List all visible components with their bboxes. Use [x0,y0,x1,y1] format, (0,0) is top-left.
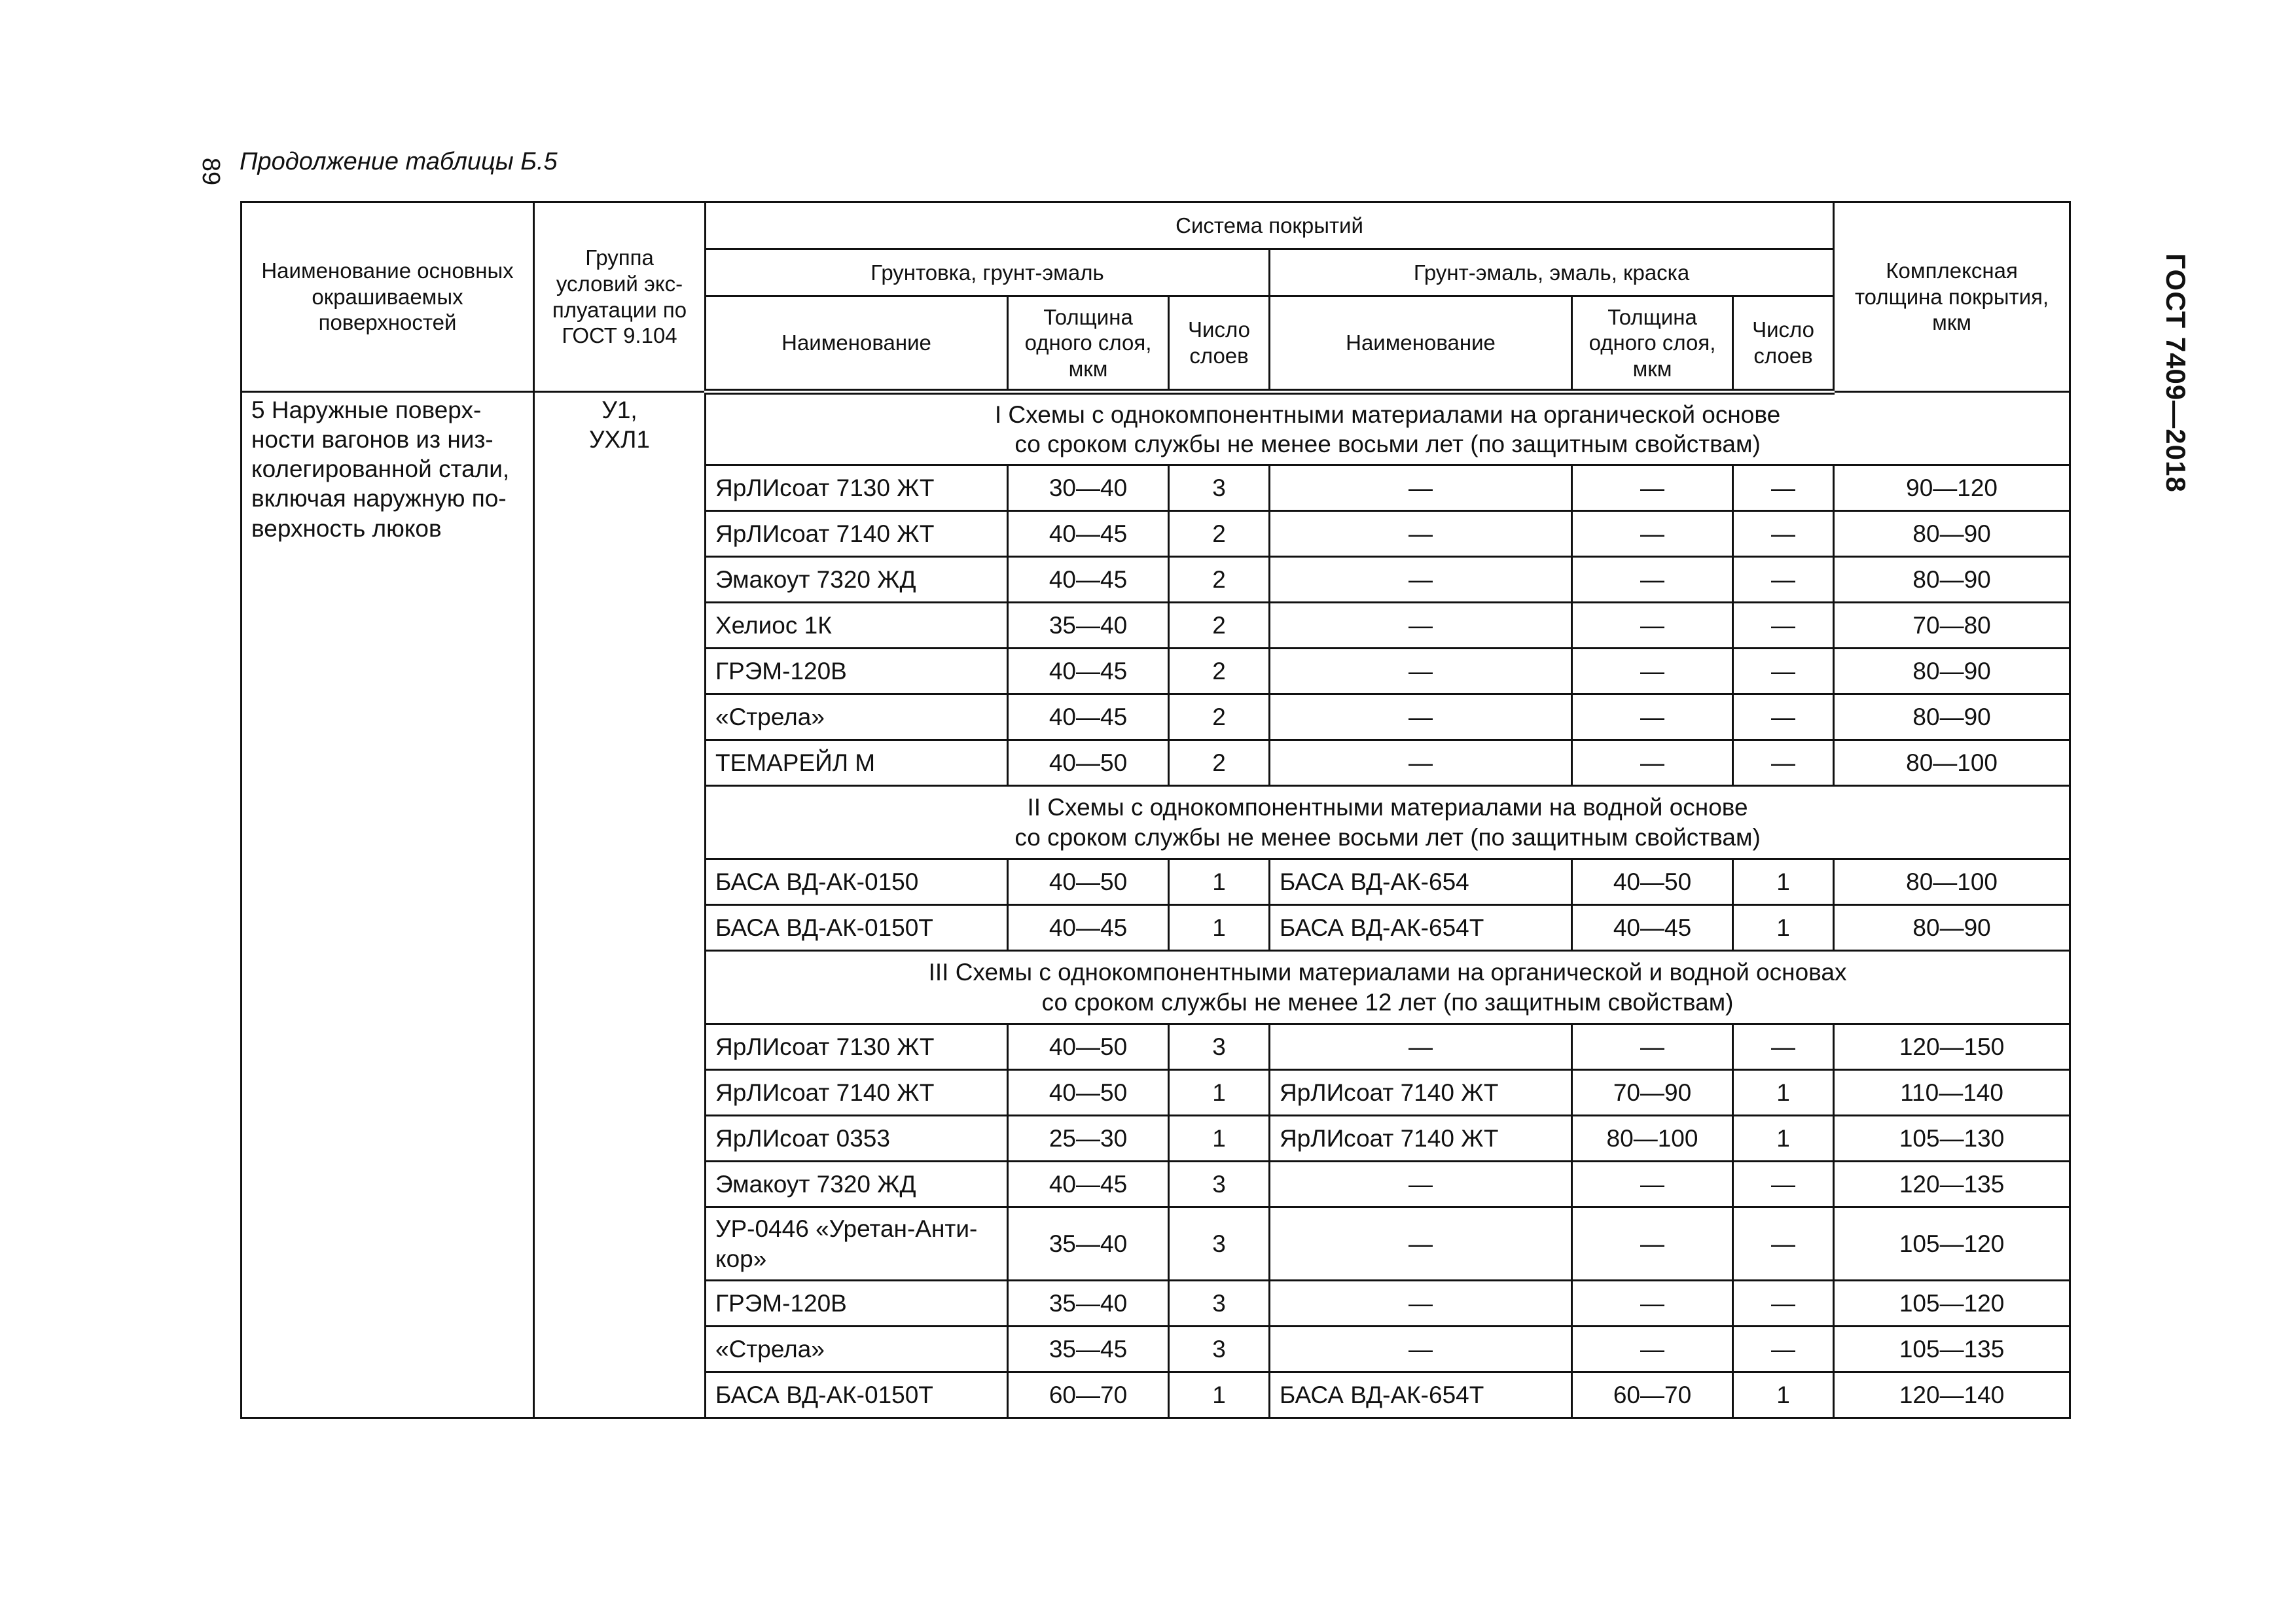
table-caption: Продолжение таблицы Б.5 [240,148,558,175]
section-title-line: со сроком службы не менее восьми лет (по защитным свойствам) [1014,431,1761,457]
header-text-line: Толщина [1043,304,1133,329]
header-text-line: условий экс- [556,271,683,296]
primer-layers-cell: 2 [1169,511,1270,557]
enamel-name-cell: — [1270,694,1572,740]
primer-thickness-cell: 35—40 [1008,1207,1169,1281]
complex-thickness-cell: 90—120 [1834,465,2070,511]
section-title [706,786,2070,859]
primer-name-cell: «Стрела» [706,1327,1008,1372]
complex-thickness-cell: 80—100 [1834,740,2070,786]
section-title-line: I Схемы с однокомпонентными материалами на органической основе [994,401,1781,428]
header-surface: Наименование основных окрашиваемых поверхностей [242,202,534,392]
enamel-thickness-cell: — [1572,511,1733,557]
header-primer-layers-text [1179,317,1259,368]
enamel-name-cell: — [1270,465,1572,511]
primer-layers-cell: 1 [1169,905,1270,951]
primer-name-cell [706,1207,1008,1281]
primer-name-cell: БАСА ВД-АК-0150Т [706,1372,1008,1418]
section-title-line: со сроком службы не менее 12 лет (по защитным свойствам) [1041,988,1734,1016]
primer-name-cell: ГРЭМ-120В [706,1281,1008,1327]
complex-thickness-cell: 105—135 [1834,1327,2070,1372]
enamel-layers-cell: — [1733,694,1834,740]
table-body [242,392,2070,1418]
primer-name-line: УР-0446 «Уретан-Анти- [715,1215,978,1243]
page-number: 89 [197,157,224,186]
coating-table [240,201,2071,1419]
enamel-layers-cell: — [1733,465,1834,511]
header-complex-text [1844,258,2060,336]
surface-cell [242,392,534,1418]
group-text-line: УХЛ1 [588,426,651,454]
document-title: ГОСТ 7409—2018 [2161,253,2191,493]
primer-layers-cell: 3 [1169,1162,1270,1207]
primer-thickness-cell: 40—45 [1008,511,1169,557]
primer-thickness-cell: 40—50 [1008,1024,1169,1070]
complex-thickness-cell: 80—90 [1834,649,2070,694]
primer-layers-cell: 3 [1169,1024,1270,1070]
enamel-layers-cell: — [1733,649,1834,694]
header-complex-thickness [1834,202,2070,392]
header-text-line: Группа [585,245,654,270]
enamel-layers-cell: 1 [1733,1116,1834,1162]
primer-thickness-cell: 40—50 [1008,859,1169,905]
enamel-name-cell: — [1270,511,1572,557]
complex-thickness-cell: 120—150 [1834,1024,2070,1070]
enamel-thickness-cell: 80—100 [1572,1116,1733,1162]
enamel-name-cell: ЯрЛИсоат 7140 ЖТ [1270,1116,1572,1162]
enamel-thickness-cell: — [1572,1207,1733,1281]
complex-thickness-cell: 80—90 [1834,905,2070,951]
primer-name-cell: Эмакоут 7320 ЖД [706,1162,1008,1207]
complex-thickness-cell: 120—135 [1834,1162,2070,1207]
primer-name-cell: ТЕМАРЕЙЛ М [706,740,1008,786]
enamel-thickness-cell: — [1572,740,1733,786]
header-enamel-layers [1733,296,1834,392]
primer-thickness-cell: 40—50 [1008,740,1169,786]
header-primer-name: Наименование [706,296,1008,392]
enamel-thickness-cell: — [1572,1162,1733,1207]
enamel-layers-cell: 1 [1733,1372,1834,1418]
section-title-line: II Схемы с однокомпонентными материалами на водной основе [1027,794,1748,821]
enamel-name-cell: — [1270,1024,1572,1070]
enamel-layers-cell: 1 [1733,1070,1834,1116]
header-group [534,202,706,392]
primer-name-cell: БАСА ВД-АК-0150 [706,859,1008,905]
primer-layers-cell: 2 [1169,694,1270,740]
enamel-layers-cell: — [1733,1281,1834,1327]
header-text-line: мкм [1068,356,1108,381]
enamel-thickness-cell: 60—70 [1572,1372,1733,1418]
section-title [706,392,2070,465]
header-enamel-thickness [1572,296,1733,392]
enamel-name-cell: — [1270,557,1572,603]
enamel-thickness-cell: — [1572,1024,1733,1070]
header-primer-thickness-text [1018,304,1158,382]
enamel-layers-cell: 1 [1733,905,1834,951]
enamel-layers-cell: — [1733,1024,1834,1070]
primer-name-cell: ЯрЛИсоат 7130 ЖТ [706,465,1008,511]
enamel-name-cell: — [1270,1207,1572,1281]
enamel-name-cell: — [1270,1327,1572,1372]
table-header [242,202,2070,392]
header-primer-thickness [1008,296,1169,392]
primer-layers-cell: 2 [1169,649,1270,694]
primer-layers-cell: 2 [1169,603,1270,649]
complex-thickness-cell: 105—120 [1834,1207,2070,1281]
primer-name-cell: ГРЭМ-120В [706,649,1008,694]
complex-thickness-cell: 80—90 [1834,557,2070,603]
header-text-line: Комплексная [1886,259,2018,283]
enamel-name-cell: ЯрЛИсоат 7140 ЖТ [1270,1070,1572,1116]
enamel-layers-cell: — [1733,1327,1834,1372]
primer-layers-cell: 3 [1169,465,1270,511]
section-title-line: со сроком службы не менее восьми лет (по защитным свойствам) [1014,823,1761,851]
enamel-thickness-cell: 40—45 [1572,905,1733,951]
header-system: Система покрытий [706,202,1834,249]
primer-name-cell: Эмакоут 7320 ЖД [706,557,1008,603]
header-text-line: мкм [1632,356,1672,381]
primer-name-cell: Хелиос 1К [706,603,1008,649]
primer-name-cell: «Стрела» [706,694,1008,740]
group-cell [534,392,706,1418]
enamel-layers-cell: — [1733,740,1834,786]
enamel-thickness-cell: 40—50 [1572,859,1733,905]
section-row [242,392,2070,465]
header-enamel-layers-text [1743,317,1823,368]
primer-thickness-cell: 40—50 [1008,1070,1169,1116]
enamel-layers-cell: — [1733,603,1834,649]
primer-layers-cell: 3 [1169,1327,1270,1372]
primer-thickness-cell: 40—45 [1008,1162,1169,1207]
header-text-line: Число [1188,317,1250,342]
header-primer-layers [1169,296,1270,392]
primer-layers-cell: 2 [1169,740,1270,786]
header-text-line: ГОСТ 9.104 [562,323,677,348]
header-text-line: Число [1752,317,1814,342]
enamel-thickness-cell: — [1572,649,1733,694]
header-text-line: одного слоя, [1588,330,1716,355]
surface-text-line: включая наружную по- [251,485,507,512]
enamel-name-cell: — [1270,603,1572,649]
header-text-line: мкм [1932,310,1971,335]
enamel-thickness-cell: — [1572,465,1733,511]
primer-thickness-cell: 35—40 [1008,603,1169,649]
enamel-layers-cell: — [1733,557,1834,603]
primer-layers-cell: 1 [1169,1372,1270,1418]
primer-thickness-cell: 35—40 [1008,1281,1169,1327]
surface-text-line: верхность люков [251,514,442,542]
header-text-line: слоев [1189,344,1249,368]
complex-thickness-cell: 70—80 [1834,603,2070,649]
header-enamel: Грунт-эмаль, эмаль, краска [1270,249,1834,296]
primer-name-cell: ЯрЛИсоат 7140 ЖТ [706,511,1008,557]
enamel-layers-cell: — [1733,511,1834,557]
enamel-thickness-cell: — [1572,603,1733,649]
primer-thickness-cell: 60—70 [1008,1372,1169,1418]
enamel-layers-cell: 1 [1733,859,1834,905]
enamel-name-cell: БАСА ВД-АК-654Т [1270,1372,1572,1418]
complex-thickness-cell: 105—120 [1834,1281,2070,1327]
header-group-text [544,245,695,348]
enamel-name-cell: БАСА ВД-АК-654 [1270,859,1572,905]
enamel-thickness-cell: — [1572,694,1733,740]
primer-thickness-cell: 40—45 [1008,905,1169,951]
complex-thickness-cell: 120—140 [1834,1372,2070,1418]
primer-thickness-cell: 40—45 [1008,649,1169,694]
enamel-name-cell: — [1270,1162,1572,1207]
section-title-line: III Схемы с однокомпонентными материалами на органической и водной основах [928,959,1847,986]
primer-layers-cell: 3 [1169,1207,1270,1281]
complex-thickness-cell: 80—90 [1834,511,2070,557]
surface-text-line: ности вагонов из низ- [251,426,493,454]
primer-layers-cell: 1 [1169,1116,1270,1162]
primer-layers-cell: 1 [1169,1070,1270,1116]
header-text-line: одного слоя, [1024,330,1152,355]
complex-thickness-cell: 110—140 [1834,1070,2070,1116]
header-enamel-thickness-text [1582,304,1723,382]
header-text-line: плуатации по [552,297,687,322]
group-text-line: У1, [601,397,637,423]
primer-name-cell: БАСА ВД-АК-0150Т [706,905,1008,951]
primer-name-cell: ЯрЛИсоат 0353 [706,1116,1008,1162]
surface-text-line: 5 Наружные поверх- [251,397,482,423]
enamel-thickness-cell: 70—90 [1572,1070,1733,1116]
enamel-thickness-cell: — [1572,557,1733,603]
header-primer: Грунтовка, грунт-эмаль [706,249,1270,296]
enamel-name-cell: — [1270,1281,1572,1327]
primer-layers-cell: 2 [1169,557,1270,603]
primer-thickness-cell: 25—30 [1008,1116,1169,1162]
enamel-thickness-cell: — [1572,1281,1733,1327]
enamel-name-cell: БАСА ВД-АК-654Т [1270,905,1572,951]
primer-name-line: кор» [715,1245,767,1272]
enamel-name-cell: — [1270,649,1572,694]
primer-thickness-cell: 40—45 [1008,694,1169,740]
enamel-layers-cell: — [1733,1162,1834,1207]
primer-layers-cell: 3 [1169,1281,1270,1327]
header-enamel-name: Наименование [1270,296,1572,392]
primer-name-cell: ЯрЛИсоат 7130 ЖТ [706,1024,1008,1070]
complex-thickness-cell: 80—90 [1834,694,2070,740]
section-title [706,951,2070,1024]
primer-name-cell: ЯрЛИсоат 7140 ЖТ [706,1070,1008,1116]
surface-text-line: колегированной стали, [251,455,510,483]
complex-thickness-cell: 105—130 [1834,1116,2070,1162]
enamel-thickness-cell: — [1572,1327,1733,1372]
primer-thickness-cell: 35—45 [1008,1327,1169,1372]
header-text-line: Толщина [1607,304,1697,329]
enamel-layers-cell: — [1733,1207,1834,1281]
primer-thickness-cell: 30—40 [1008,465,1169,511]
header-text-line: толщина покрытия, [1854,284,2049,309]
header-text-line: слоев [1753,344,1813,368]
primer-layers-cell: 1 [1169,859,1270,905]
primer-thickness-cell: 40—45 [1008,557,1169,603]
enamel-name-cell: — [1270,740,1572,786]
complex-thickness-cell: 80—100 [1834,859,2070,905]
